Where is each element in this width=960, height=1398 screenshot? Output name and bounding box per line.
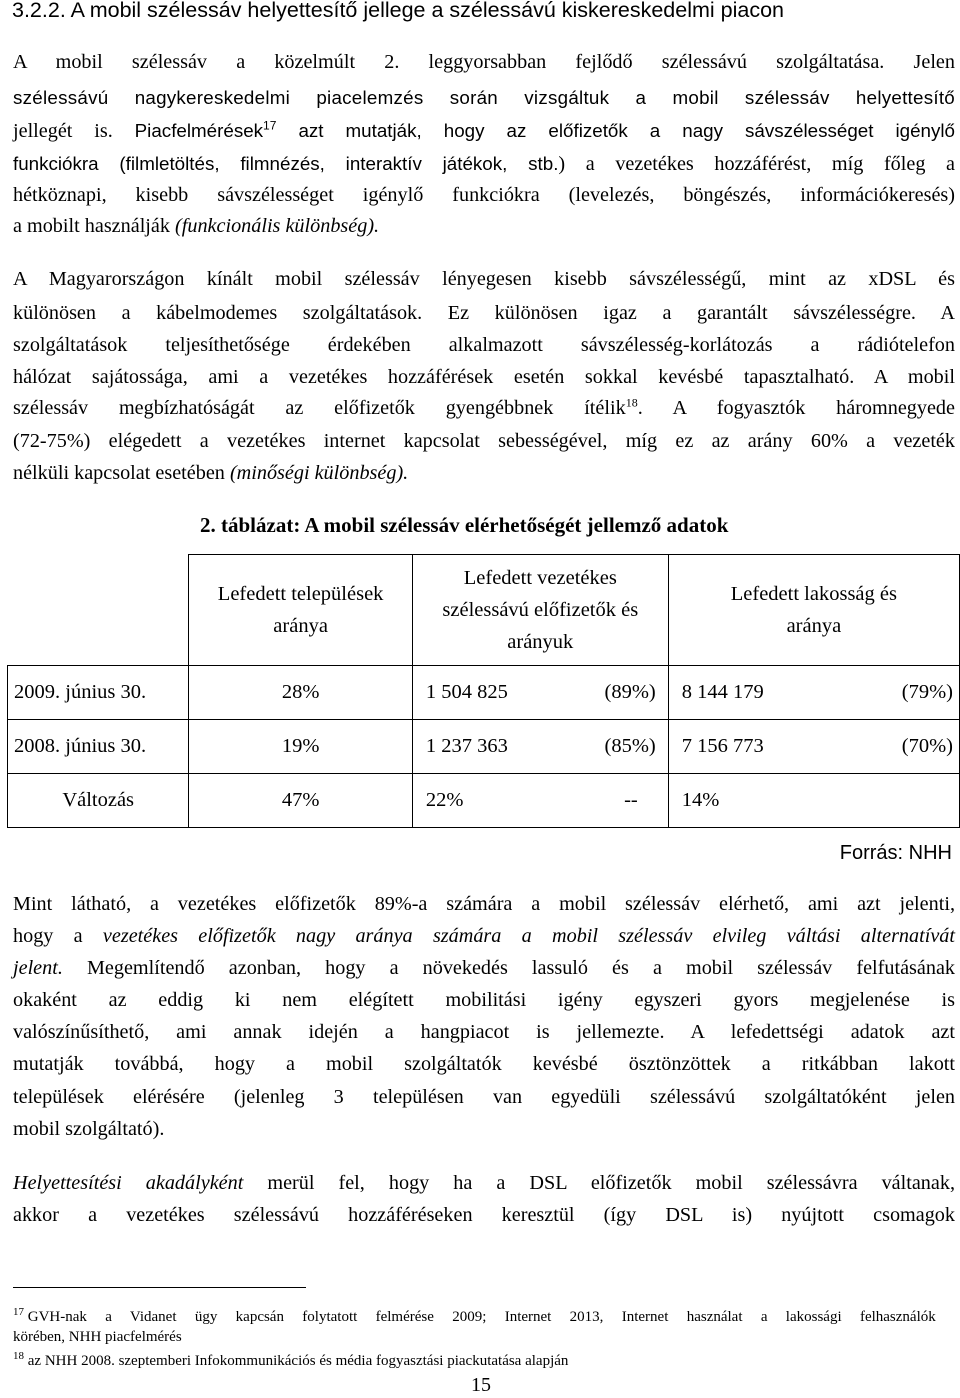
para2-line7-italic: (minőségi különbség).: [229, 462, 409, 484]
table-row: [8, 666, 960, 720]
cell-subscribers: 1 504 825 (89%): [412, 666, 668, 720]
para1-line4: [13, 153, 955, 176]
para2-line2: különösen a kábelmodemes szolgáltatások. Ez különösen igaz a garantált sávszélességre. A: [13, 302, 955, 324]
para2-line6: (72-75%) elégedett a vezetékes internet kapcsolat sebességével, míg ez az arány 60% a vezeték: [13, 430, 955, 452]
para1-line5: hétköznapi, kisebb sávszélességet igénylő funkciókra (levelezés, böngészés, információkeresés): [13, 184, 955, 206]
para3-line4: okaként az eddig ki nem elégített mobilitási igény egyszeri gyors megjelenése is: [13, 989, 955, 1011]
para3-line3-italic: jelent.: [13, 957, 63, 979]
footnote-number: 18: [13, 1350, 24, 1362]
cell-population: 8 144 179 (79%): [668, 666, 959, 720]
para1-line1: A mobil szélessáv a közelmúlt 2. leggyorsabban fejlődő szélessávú szolgáltatása. Jelen: [13, 51, 955, 73]
para3-line8: mobil szolgáltató).: [13, 1118, 165, 1140]
header-subscribers: Lefedett vezetékes szélessávú előfizetők és arányuk: [412, 555, 668, 666]
header-population: Lefedett lakosság és aránya: [668, 555, 959, 666]
para1-line3-mid: Piacfelmérések: [134, 120, 264, 141]
data-table: [7, 554, 960, 828]
para1-line2: szélessávú nagykereskedelmi piacelemzés során vizsgáltuk a mobil szélessáv helyettesítő: [13, 87, 955, 108]
para1-line6: [13, 215, 955, 238]
cell-settlements: 28%: [189, 666, 412, 720]
para3-line2-start: hogy a: [13, 925, 103, 947]
para2-line1: A Magyarországon kínált mobil szélessáv lényegesen kisebb sávszélességű, mint az xDSL és: [13, 268, 955, 290]
footnote-17-cont: körében, NHH piacfelmérés: [13, 1329, 182, 1345]
para2-line7-start: nélküli kapcsolat esetében: [13, 462, 230, 484]
para1-line6-italic: (funkcionális különbség).: [175, 215, 380, 237]
footnote-ref-17: 17: [263, 118, 277, 133]
para1-line4-end: ) a vezetékes hozzáférést, míg főleg a: [558, 153, 955, 175]
para2-line5: [13, 397, 955, 420]
cell-population: 14%: [668, 774, 959, 828]
page-number: 15: [471, 1374, 491, 1396]
table-caption: 2. táblázat: A mobil szélessáv elérhetőségét jellemző adatok: [200, 513, 729, 537]
table-row: [8, 720, 960, 774]
para1-line6-start: a mobilt használják: [13, 215, 176, 237]
section-heading: 3.2.2. A mobil szélessáv helyettesítő jellege a szélessávú kiskereskedelmi piacon: [12, 0, 785, 22]
table-corner: [8, 555, 189, 666]
footnote-number: 17: [13, 1306, 24, 1318]
para2-line5-start: szélessáv megbízhatóságát az előfizetők gyengébbnek ítélik: [13, 397, 626, 419]
cell-settlements: 19%: [189, 720, 412, 774]
cell-subscribers: 22% --: [412, 774, 668, 828]
row-label: 2008. június 30.: [8, 720, 189, 774]
para4-line1-end: merül fel, hogy ha a DSL előfizetők mobil szélessávra váltanak,: [243, 1172, 955, 1194]
para3-line3: [13, 957, 955, 980]
para3-line1: Mint látható, a vezetékes előfizetők 89%-a számára a mobil szélessáv elérhető, ami azt jelenti,: [13, 893, 955, 915]
cell-population: 7 156 773 (70%): [668, 720, 959, 774]
footnote-ref-18: 18: [625, 395, 638, 410]
para3-line6: mutatják továbbá, hogy a mobil szolgáltatók kevésbé ösztönzöttek a ritkábban lakott: [13, 1053, 955, 1075]
cell-settlements: 47%: [189, 774, 412, 828]
para1-line3-end: azt mutatják, hogy az előfizetők a nagy sávszélességet igénylő: [276, 120, 955, 141]
table-header-row: [8, 555, 960, 666]
row-label: Változás: [8, 774, 189, 828]
para2-line4: hálózat sajátossága, ami a vezetékes hozzáférések esetén sokkal kevésbé tapasztalható. A mobil: [13, 366, 955, 388]
para2-line3: szolgáltatások teljesíthetősége érdekében alkalmazott sávszélesség-korlátozás a rádiótelefon: [13, 334, 955, 356]
para1-line3-start: jellegét is.: [13, 120, 135, 142]
para3-line3-end: Megemlítendő azonban, hogy a növekedés lassuló és a mobil szélessáv felfutásának: [62, 957, 955, 979]
para4-line1: [13, 1172, 955, 1195]
footnote-18: $^{18}$ az NHH 2008. szeptemberi Infokommunikációs és média fogyasztási piackutatása alapján: [13, 1350, 569, 1369]
cell-subscribers: 1 237 363 (85%): [412, 720, 668, 774]
para3-line2-italic: vezetékes előfizetők nagy aránya számára a mobil szélessáv elvileg váltási alternatívát: [102, 925, 955, 947]
para3-line5: valószínűsíthető, ami annak idején a hangpiacot is jellemezte. A lefedettségi adatok azt: [13, 1021, 955, 1043]
para3-line7: települések elérésére (jelenleg 3 településen van egyedüli szélessávú szolgáltatóként jelen: [13, 1086, 955, 1108]
table-source: Forrás: NHH: [839, 842, 952, 864]
para4-line2: akkor a vezetékes szélessávú hozzáféréseken keresztül (így DSL is) nyújtott csomagok: [13, 1204, 955, 1226]
row-label: 2009. június 30.: [8, 666, 189, 720]
table-row: [8, 774, 960, 828]
para2-line7: [13, 462, 955, 485]
para1-line3: [13, 120, 955, 143]
header-settlements: Lefedett települések aránya: [189, 555, 412, 666]
para4-line1-italic: Helyettesítési akadályként: [13, 1172, 244, 1194]
para1-line4-start: funkciókra (filmletöltés, filmnézés, interaktív játékok, stb.: [13, 153, 559, 174]
footnote-divider: [13, 1287, 306, 1288]
para3-line2: [13, 925, 955, 948]
footnote-17: $^{17}$ GVH-nak a Vidanet ügy kapcsán folytatott felmérése 2009; Internet 2013, Internet használat a lakossági felhasználók: [13, 1306, 936, 1325]
para2-line5-end: . A fogyasztók háromnegyede: [637, 397, 955, 419]
